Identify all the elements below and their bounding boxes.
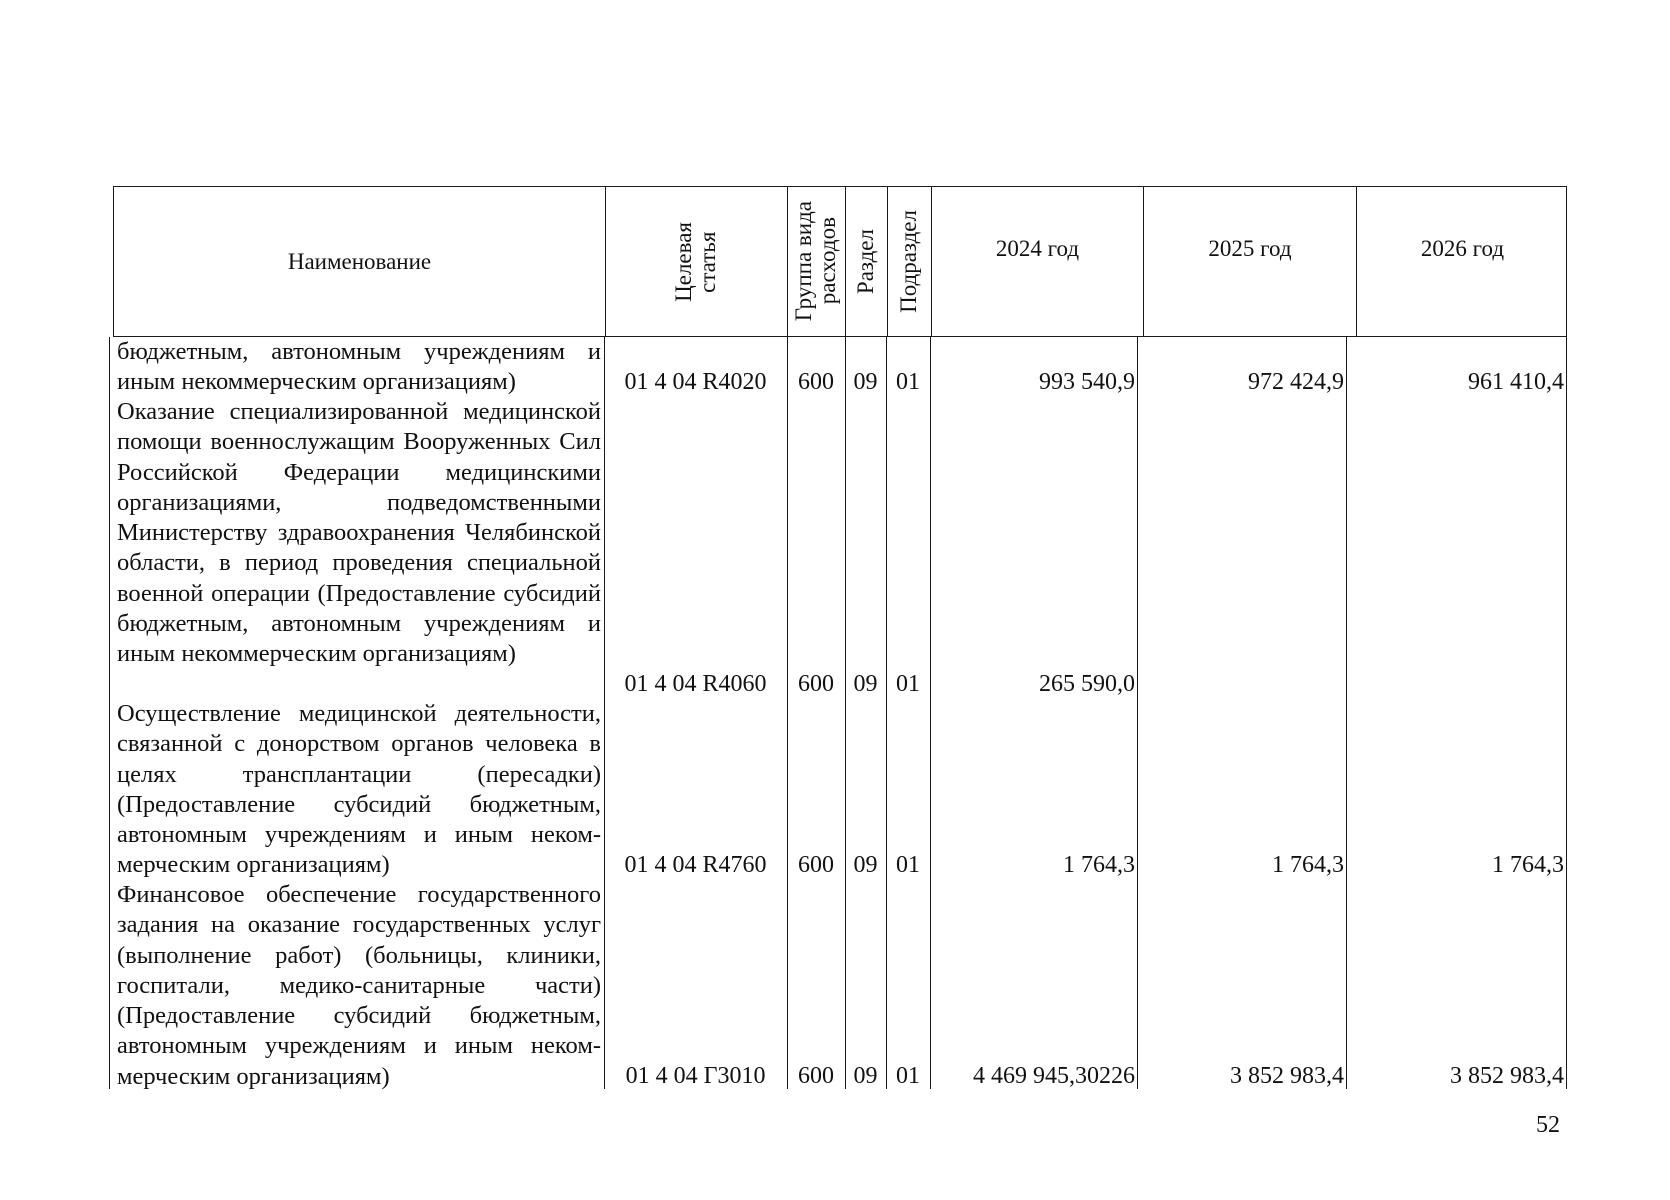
row-target-article: 01 4 04 R4060 (624, 671, 767, 697)
row-value-2025: 972 424,9 (1248, 369, 1344, 395)
row-value-2025: 1 764,3 (1272, 852, 1344, 878)
row-value-2026: 1 764,3 (1492, 852, 1564, 878)
row-section: 09 (853, 852, 878, 878)
row-section: 09 (853, 671, 878, 697)
row-value-2025: 3 852 983,4 (1230, 1063, 1344, 1089)
row-expense-group: 600 (798, 369, 834, 395)
row-section: 09 (853, 1063, 878, 1089)
header-name-label: Наименование (287, 248, 432, 274)
column-border (845, 337, 846, 1089)
row-name: Осуществление медицинской деятельности, связанной с донорством органов человека в целях трансплантации (пересадки) (Предоставление субсидий бюджетным, автономным учреждениям и иным некоммерческим организациям) (117, 700, 601, 879)
header-subsection (888, 187, 932, 336)
row-subsection: 01 (896, 671, 920, 697)
row-expense-group: 600 (798, 1063, 834, 1089)
header-year-2024-label: 2024 год (995, 236, 1080, 261)
row-target-article: 01 4 04 R4760 (624, 852, 767, 878)
row-target-article: 01 4 04 Г3010 (625, 1063, 766, 1089)
header-name (114, 187, 606, 336)
column-border (604, 337, 605, 1089)
header-expense-group-label: Группа вида расходов (791, 201, 841, 322)
page-number: 52 (1536, 1112, 1560, 1138)
header-target-article (606, 187, 788, 336)
column-border (1346, 337, 1347, 1089)
row-name: бюджетным, автономным учреждениям и иным некоммерческим организациям) (117, 338, 601, 396)
row-subsection: 01 (896, 1063, 920, 1089)
column-border (930, 337, 931, 1089)
row-subsection: 01 (896, 852, 920, 878)
header-target-article-label: Целевая статья (671, 221, 721, 302)
row-section: 09 (853, 369, 878, 395)
row-value-2024: 4 469 945,30226 (973, 1063, 1135, 1089)
header-section (846, 187, 888, 336)
row-value-2026: 3 852 983,4 (1450, 1063, 1564, 1089)
table-body (113, 337, 1567, 1089)
column-border (787, 337, 788, 1089)
header-year-2025-label: 2025 год (1208, 236, 1292, 261)
header-subsection-label: Подраздел (896, 210, 922, 313)
row-expense-group: 600 (798, 852, 834, 878)
column-border (886, 337, 887, 1089)
header-year-2024 (932, 187, 1144, 336)
row-subsection: 01 (896, 369, 920, 395)
table-header (113, 186, 1567, 337)
row-target-article: 01 4 04 R4020 (624, 369, 767, 395)
header-section-label: Раздел (853, 228, 879, 295)
row-name: Оказание специализированной медицинской помощи военнослужащим Вооруженных Сил Российской Федерации медицинскими организациями, подведомственными Министерству здравоохранения Челябинской области, в период проведения специальной военной операции (Предоставление субсидий бюджетным, автономным учреждениям и иным некоммерческим организациям) (117, 398, 601, 668)
header-expense-group (788, 187, 846, 336)
row-value-2024: 1 764,3 (1063, 852, 1135, 878)
row-value-2026: 961 410,4 (1468, 369, 1564, 395)
column-border (1566, 337, 1567, 1089)
column-border (109, 337, 110, 1089)
header-year-2026 (1357, 187, 1568, 336)
row-expense-group: 600 (798, 671, 834, 697)
row-value-2024: 993 540,9 (1039, 369, 1135, 395)
header-year-2025 (1144, 187, 1357, 336)
row-name: Финансовое обеспечение государственного задания на оказание государственных услуг (выполнение работ) (больницы, клиники, госпитали, медико-санитарные части) (Предоставление субсидий бюджетным, автономным учреждениям и иным некоммерческим организациям) (117, 881, 601, 1090)
header-year-2026-label: 2026 год (1420, 236, 1505, 261)
row-value-2024: 265 590,0 (1039, 671, 1135, 697)
column-border (1137, 337, 1138, 1089)
